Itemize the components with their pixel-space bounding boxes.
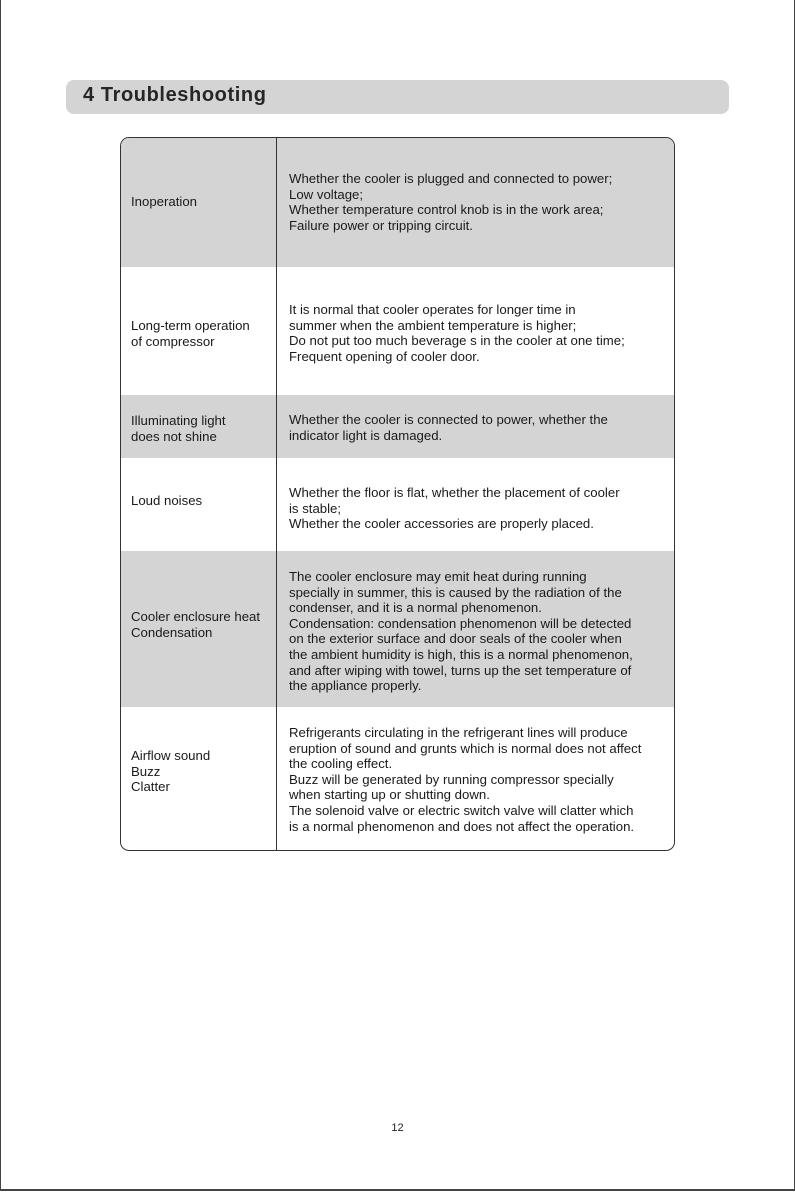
check-cell: Whether the cooler is plugged and connected to power; Low voltage; Whether temperature control knob is in the work area; Failure power or tripping circuit. bbox=[289, 171, 613, 233]
troubleshooting-table bbox=[120, 137, 675, 851]
section-title: 4 Troubleshooting bbox=[83, 84, 267, 106]
check-cell: Refrigerants circulating in the refrigerant lines will produce eruption of sound and grunts which is normal does not affect the cooling effect. Buzz will be generated by running compressor specially when starting up or shutting down. The solenoid valve or electric switch valve will clatter which is a normal phenomenon and does not affect the operation. bbox=[289, 725, 642, 834]
table-row bbox=[121, 458, 674, 551]
check-cell: The cooler enclosure may emit heat during running specially in summer, this is caused by the radiation of the condenser, and it is a normal phenomenon. Condensation: condensation phenomenon will be detected on the exterior surface and door seals of the cooler when the ambient humidity is high, this is a normal phenomenon, and after wiping with towel, turns up the set temperature of the appliance properly. bbox=[289, 569, 633, 694]
section-header bbox=[66, 80, 729, 114]
check-cell: Whether the floor is flat, whether the placement of cooler is stable; Whether the cooler accessories are properly placed. bbox=[289, 485, 620, 532]
problem-cell: Airflow sound Buzz Clatter bbox=[131, 748, 211, 795]
problem-cell: Long-term operation of compressor bbox=[131, 318, 250, 349]
check-cell: It is normal that cooler operates for longer time in summer when the ambient temperature is higher; Do not put too much beverage s in the cooler at one time; Frequent opening of cooler door. bbox=[289, 302, 625, 364]
check-cell: Whether the cooler is connected to power, whether the indicator light is damaged. bbox=[289, 412, 608, 443]
table-row bbox=[121, 551, 674, 707]
table-row bbox=[121, 267, 674, 395]
problem-cell: Inoperation bbox=[131, 194, 197, 209]
column-divider bbox=[276, 138, 277, 850]
table-row bbox=[121, 138, 674, 267]
page-number: 12 bbox=[391, 1122, 404, 1134]
problem-cell: Illuminating light does not shine bbox=[131, 413, 226, 444]
problem-cell: Loud noises bbox=[131, 493, 203, 508]
table-row bbox=[121, 395, 674, 458]
problem-cell: Cooler enclosure heat Condensation bbox=[131, 609, 261, 640]
table-row bbox=[121, 707, 674, 850]
